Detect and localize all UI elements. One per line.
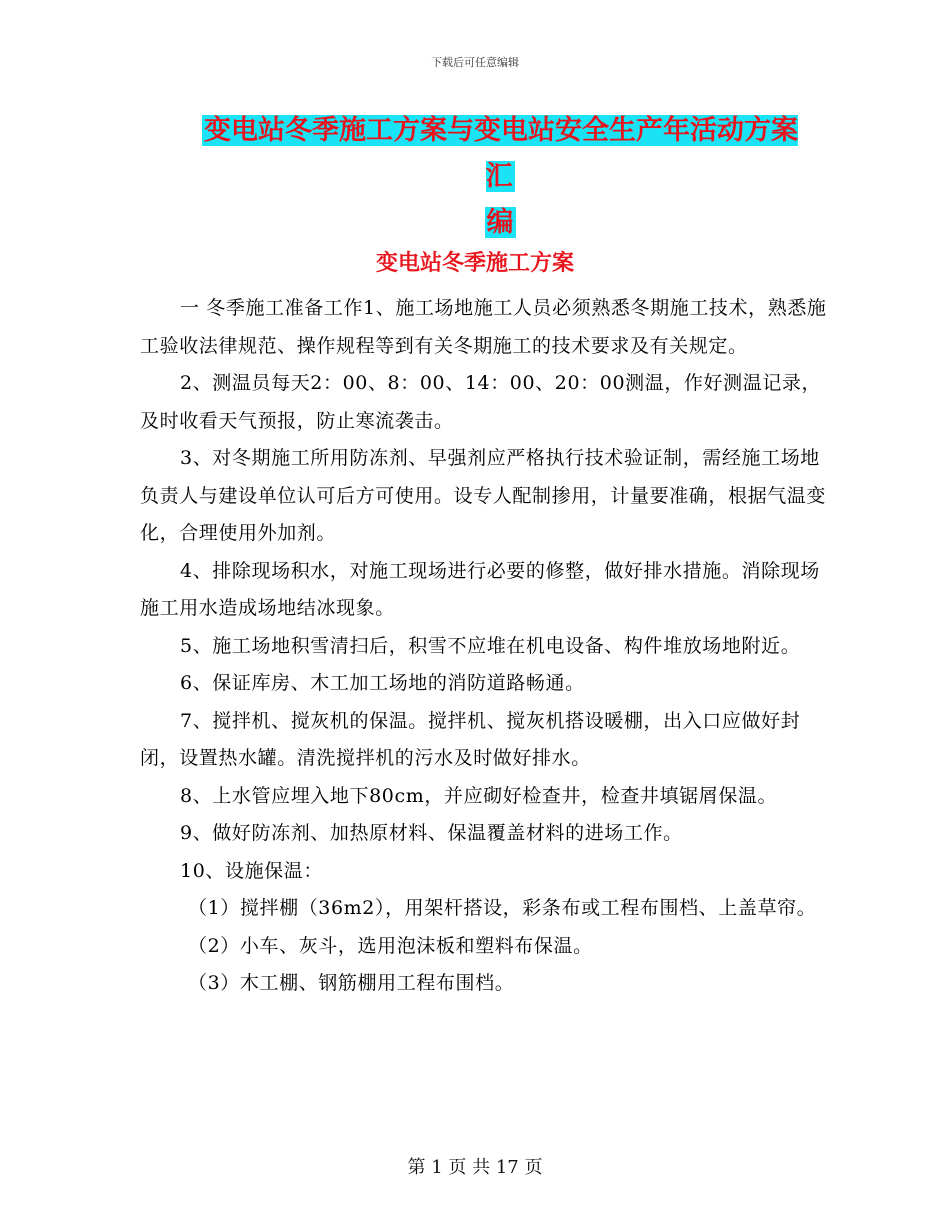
paragraph-2: 2、测温员每天2：00、8：00、14：00、20：00测温，作好测温记录，及时收看天气预报，防止寒流袭击。 — [140, 372, 822, 432]
document-title-line-2: 编 — [486, 207, 514, 238]
document-title-line-1: 变电站冬季施工方案与变电站安全生产年活动方案汇 — [204, 115, 798, 192]
download-note: 下载后可任意编辑 — [431, 56, 519, 69]
section-title: 变电站冬季施工方案 — [375, 250, 574, 276]
paragraph-5: 5、施工场地积雪清扫后，积雪不应堆在机电设备、构件堆放场地附近。 — [180, 634, 801, 657]
paragraph-3: 3、对冬期施工所用防冻剂、早强剂应严格执行技术验证制，需经施工场地负责人与建设单位认可后方可使用。设专人配制掺用，计量要准确，根据气温变化，合理使用外加剂。 — [140, 447, 827, 544]
paragraph-10: 10、设施保温： — [180, 859, 323, 882]
paragraph-13: （3）木工棚、钢筋棚用工程布围档。 — [188, 972, 515, 994]
paragraph-8: 8、上水管应埋入地下80cm，并应砌好检查井，检查井填锯屑保温。 — [180, 784, 778, 807]
paragraph-7: 7、搅拌机、搅灰机的保温。搅拌机、搅灰机搭设暖棚，出入口应做好封闭，设置热水罐。清洗搅拌机的污水及时做好排水。 — [140, 709, 801, 769]
paragraph-1: 一 冬季施工准备工作1、施工场地施工人员必须熟悉冬期施工技术，熟悉施工验收法律规范、操作规程等到有关冬期施工的技术要求及有关规定。 — [140, 297, 827, 357]
paragraph-11: （1）搅拌棚（36m2），用架杆搭设，彩条布或工程布围档、上盖草帘。 — [188, 897, 817, 919]
paragraph-9: 9、做好防冻剂、加热原材料、保温覆盖材料的进场工作。 — [180, 822, 683, 844]
document-title — [190, 108, 810, 246]
paragraph-12: （2）小车、灰斗，选用泡沫板和塑料布保温。 — [188, 934, 593, 957]
document-body — [140, 290, 828, 1003]
paragraph-4: 4、排除现场积水，对施工现场进行必要的修整，做好排水措施。消除现场施工用水造成场地结冰现象。 — [140, 559, 820, 619]
paragraph-6: 6、保证库房、木工加工场地的消防道路畅通。 — [180, 672, 585, 694]
page-number: 第 1 页 共 17 页 — [407, 1157, 543, 1178]
